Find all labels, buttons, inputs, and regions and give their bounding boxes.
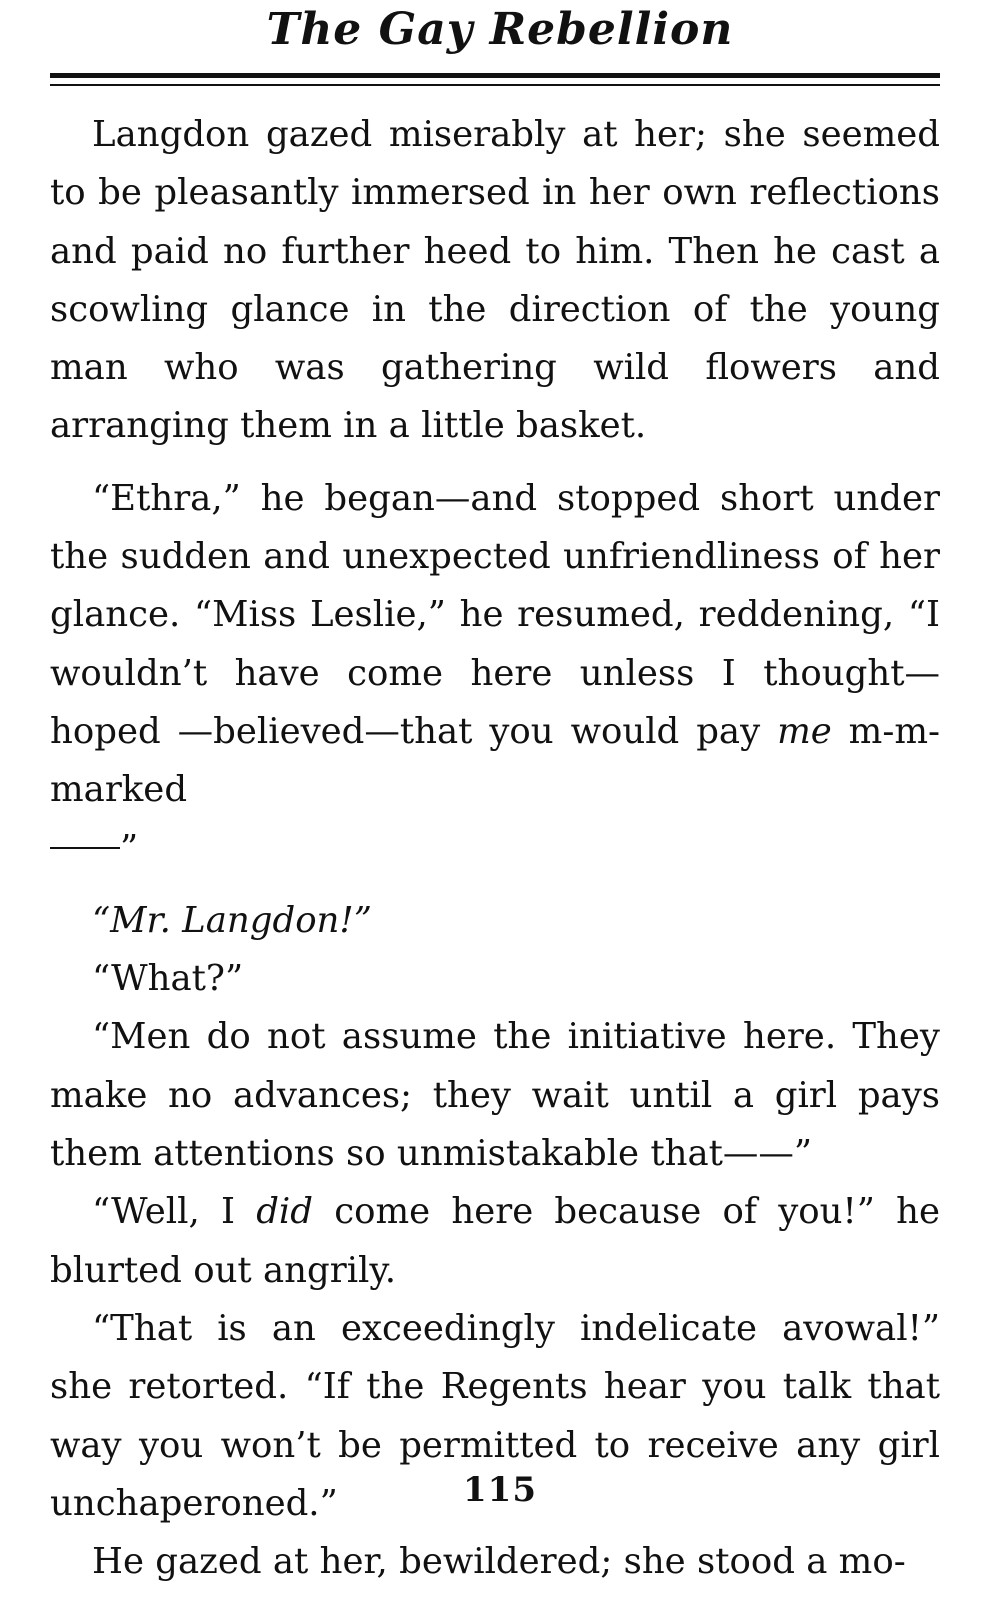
paragraph-1: Langdon gazed miserably at her; she seemed to be pleasantly immersed in her own reflections and paid no further heed to him. Then he cast a scowling glance in the direction of the young man who was gathering wild flowers and arranging them in a little basket. (50, 114, 940, 447)
paragraph-5: “Men do not assume the initiative here. They make no advances; they wait until a girl pays them attentions so unmistakable that——” (50, 1016, 940, 1175)
paragraph-2 (50, 470, 940, 878)
paragraph-2-italic: me (777, 710, 832, 752)
paragraph-3 (50, 892, 940, 950)
paragraph-2-closing-quote: ” (120, 827, 139, 869)
running-head: The Gay Rebellion (266, 4, 734, 55)
paragraph-6-text: “Well, I (92, 1191, 257, 1233)
body-text (50, 106, 940, 1591)
paragraph-7: “That is an exceedingly indelicate avowal!” she retorted. “If the Regents hear you talk that way you won’t be permitted to receive any girl unchaperoned.” (50, 1307, 940, 1524)
paragraph-8: He gazed at her, bewildered; she stood a mo- (92, 1541, 906, 1583)
paragraph-6-italic: did (256, 1191, 313, 1233)
paragraph-6-text-end: come here because of you!” he blurted out angrily. (50, 1191, 940, 1291)
page-number: 115 (463, 1470, 537, 1510)
paragraph-2-text: “Ethra,” he began—and stopped short under the sudden and unexpected unfriendliness of her glance. “Miss Leslie,” he resumed, reddening, “I wouldn’t have come here unless I thought—hoped —believed—that you would pay (50, 477, 940, 752)
paragraph-6 (50, 1183, 940, 1300)
paragraph-4: “What?” (92, 958, 244, 1000)
header-rule-thick (50, 73, 940, 78)
em-dash-rule (50, 847, 120, 849)
paragraph-3-italic: “Mr. Langdon!” (92, 899, 372, 941)
header-rule-thin (50, 84, 940, 86)
paragraph-2-text-end: m-m-marked (50, 710, 940, 811)
